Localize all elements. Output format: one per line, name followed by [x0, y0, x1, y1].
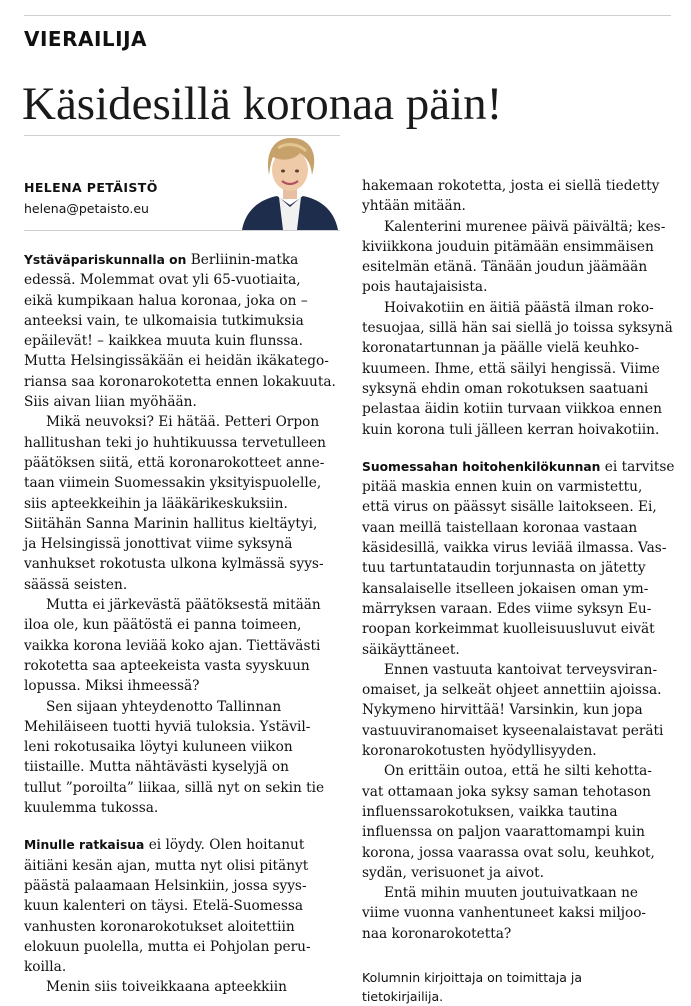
text-line: Siis aivan liian myöhään.	[24, 394, 197, 411]
text-line: yhtään mitään.	[362, 198, 466, 215]
text-line: korona, jossa vaarassa ovat solu, keuhkot,	[362, 844, 655, 861]
text-line: Mutta Helsingissäkään ei heidän ikäkatego-	[24, 353, 329, 370]
text-line: leni rokotusaika löytyi kuluneen viikon	[24, 739, 293, 756]
section-kicker: VIERAILIJA	[24, 27, 148, 51]
text-line: kuin korona tuli jälleen kerran hoivakotiin.	[362, 421, 660, 438]
text-line: Kalenterini murenee päivä päivältä; kes-	[384, 218, 666, 235]
text-line: Mikä neuvoksi? Ei hätää. Petteri Orpon	[46, 414, 320, 431]
text-line: kuulemma tukossa.	[24, 800, 159, 817]
paragraph	[24, 977, 340, 997]
left-column	[24, 250, 340, 998]
text-line: käsidesillä, vaikka virus leviää ilmassa. Vas-	[362, 540, 667, 557]
text-line: kuumeen. Ihme, että säilyi hengissä. Viime	[362, 360, 660, 377]
paragraph	[24, 412, 340, 595]
text-line: On erittäin outoa, että he silti kehotta-	[384, 763, 652, 780]
paragraph	[362, 217, 674, 298]
paragraph	[24, 250, 340, 412]
text-line: Mutta ei järkevästä päätöksestä mitään	[46, 597, 321, 614]
text-line: eikä kumpikaan halua koronaa, joka on –	[24, 292, 308, 309]
author-portrait	[240, 134, 340, 230]
text-line: Hoivakotiin en äitiä päästä ilman roko-	[384, 299, 654, 316]
text-line: pois hautajaisista.	[362, 279, 488, 296]
paragraph	[24, 697, 340, 819]
text-line: Menin siis toiveikkaana apteekkiin	[46, 979, 287, 996]
text-line: että virus on päässyt sisälle laitokseen. Ei,	[362, 499, 657, 516]
text-line: hakemaan rokotetta, josta ei siellä tiedetty	[362, 178, 660, 194]
text-line: anteeksi vain, te ulkomaisia tutkimuksia	[24, 312, 304, 329]
text-line: säikäyttäneet.	[362, 641, 460, 658]
paragraph	[362, 883, 674, 944]
text-line: roopan korkeimmat kuolleisuusluvut eivät	[362, 621, 655, 638]
author-name: HELENA PETÄISTÖ	[24, 180, 158, 195]
text-line: vanhukset rokotusta ulkona kylmässä syys-	[24, 556, 324, 573]
text-line: esitelmän etänä. Tänään joudun jäämään	[362, 259, 648, 276]
text-line: tuu tartuntataudin torjunnasta on jätetty	[362, 560, 646, 577]
text-line: epäilevät! – kaikkea muuta kuin flunssa.	[24, 333, 303, 350]
text-line: Minulle ratkaisua ei löydy. Olen hoitanut	[24, 837, 305, 854]
text-line: Siitähän Sanna Marinin hallitus kieltäytyi,	[24, 515, 318, 532]
right-column	[362, 176, 674, 1006]
text-line: lopussa. Miksi ihmeessä?	[24, 678, 200, 695]
text-line: vaan meillä taistellaan koronaa vastaan	[362, 519, 638, 536]
text-line: ja Helsingissä jonottivat viime syksynä	[24, 536, 293, 553]
text-line: iloa ole, kun päätöstä ei panna toimeen,	[24, 617, 302, 634]
text-line: Nykymeno hirvittää! Varsinkin, kun jopa	[362, 702, 643, 719]
text-line: päästä palaamaan Helsinkiin, jossa syys-	[24, 877, 307, 894]
text-line: rokotetta saa apteekeista vasta syyskuun	[24, 657, 310, 674]
text-line: naa koronarokotetta?	[362, 925, 512, 942]
text-line: edessä. Molemmat ovat yli 65-vuotiaita,	[24, 272, 301, 289]
text-line: riansa saa koronarokotetta ennen lokakuuta.	[24, 373, 336, 390]
text-line: influenssa on paljon vaarattomampi kuin	[362, 824, 645, 841]
text-line: siis apteekkeihin ja lääkärikeskuksiin.	[24, 495, 288, 512]
text-line: taan viimein Suomessakin yksityispuolelle,	[24, 475, 322, 492]
text-line: Entä mihin muuten joutuivatkaan ne	[384, 885, 638, 902]
text-line: tullut ”poroilta” liikaa, sillä nyt on sekin tie	[24, 779, 325, 796]
text-line: Ennen vastuuta kantoivat terveysviran-	[384, 661, 658, 678]
text-line: viime vuonna vanhentuneet kaksi miljoo-	[362, 905, 647, 922]
text-line: pelastaa äidin kotiin turvaan viikkoa ennen	[362, 401, 662, 418]
text-line: koronarokotusten hyödyllisyyden.	[362, 743, 597, 760]
text-line: omaiset, ja selkeät ohjeet annettiin ajoissa.	[362, 682, 662, 699]
text-line: vat ottamaan joka syksy saman tehotason	[362, 783, 651, 800]
paragraph	[362, 761, 674, 883]
text-line: märryksen varaan. Edes viime syksyn Eu-	[362, 600, 652, 617]
text-line: säässä seisten.	[24, 576, 128, 593]
byline-line: Kolumnin kirjoittaja on toimittaja ja	[362, 969, 583, 985]
lead-in: Suomessahan hoitohenkilökunnan	[362, 459, 601, 474]
text-line: vastuuviranomaiset kyseenalaistavat peräti	[362, 722, 664, 739]
section-gap	[362, 440, 674, 457]
text-line: Sen sijaan yhteydenotto Tallinnan	[46, 698, 282, 715]
text-line: syksynä ehdin oman rokotuksen saatuani	[362, 380, 649, 397]
lead-in: Minulle ratkaisua	[24, 838, 145, 853]
author-email[interactable]: helena@petaisto.eu	[24, 201, 149, 216]
text-line: tesuojaa, sillä hän sai siellä jo toissa syksynä	[362, 320, 673, 337]
author-bottom-divider	[24, 230, 340, 231]
text-line: Mehiläiseen tuotti hyviä tuloksia. Ystävil-	[24, 718, 311, 735]
paragraph	[362, 176, 674, 217]
text-line: pitää maskia ennen kuin on varmistettu,	[362, 479, 643, 496]
lead-in: Ystäväpariskunnalla on	[24, 253, 187, 267]
paragraph	[24, 835, 340, 977]
text-line: kuun kalenteri on täysi. Etelä-Suomessa	[24, 898, 304, 915]
text-line: sydän, verisuonet ja aivot.	[362, 864, 544, 881]
section-gap	[24, 818, 340, 835]
byline-line: tietokirjailija.	[362, 988, 444, 1004]
text-line: vaikka korona leviää koko ajan. Tiettävästi	[24, 637, 321, 654]
text-line: koronatartunnan ja päälle vielä keuhko-	[362, 340, 640, 357]
paragraph	[362, 660, 674, 761]
paragraph	[362, 298, 674, 440]
text-line: tiistaille. Mutta nähtävästi kyselyjä on	[24, 759, 289, 776]
section-gap	[362, 944, 674, 968]
text-line: Ystäväpariskunnalla on Berliinin-matka	[24, 252, 299, 268]
top-divider	[24, 15, 671, 16]
text-line: hallitushan teki jo huhtikuussa tervetulleen	[24, 434, 326, 451]
headline: Käsidesillä koronaa päin!	[22, 78, 503, 130]
text-line: elokuun puolella, mutta ei Pohjolan peru-	[24, 938, 311, 955]
text-line: koilla.	[24, 959, 67, 976]
text-line: influenssarokotuksen, vaikka tautina	[362, 803, 618, 820]
text-line: kansalaiselle itselleen jokaisen oman ym-	[362, 580, 649, 597]
text-line: äitiäni kesän ajan, mutta nyt olisi pitänyt	[24, 857, 309, 874]
text-line: vanhusten koronarokotukset aloitettiin	[24, 918, 295, 935]
author-byline	[362, 968, 674, 1006]
paragraph	[362, 457, 674, 660]
paragraph	[24, 595, 340, 696]
text-line: Suomessahan hoitohenkilökunnan ei tarvitse	[362, 458, 675, 475]
text-line: kiviikkona jouduin pitämään ensimmäisen	[362, 238, 654, 255]
text-line: päätöksen siitä, että koronarokotteet anne-	[24, 454, 325, 471]
